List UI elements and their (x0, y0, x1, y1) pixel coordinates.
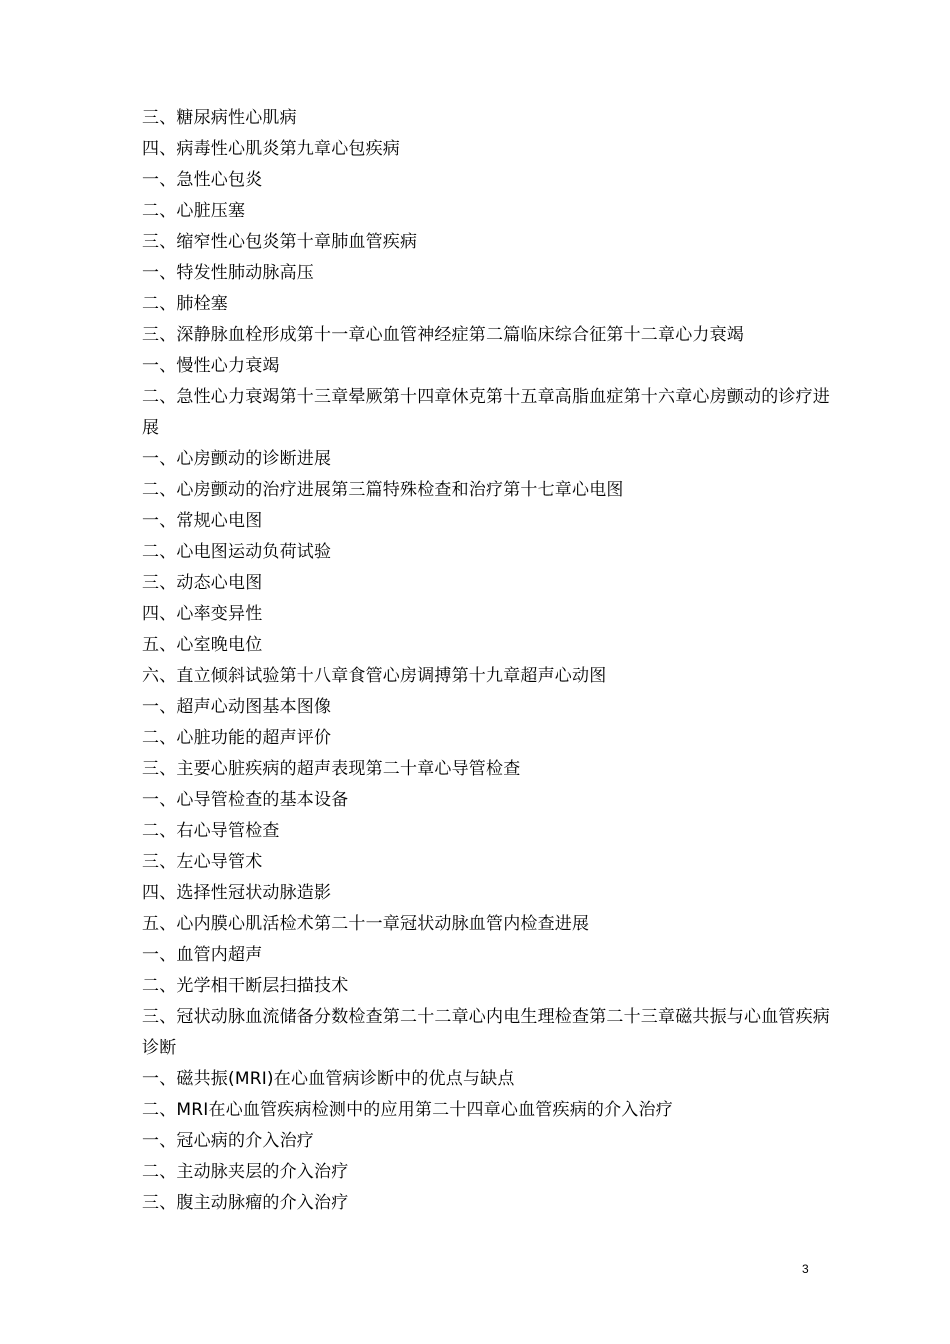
toc-line: 四、病毒性心肌炎第九章心包疾病 (142, 139, 400, 159)
toc-line: 一、急性心包炎 (142, 170, 263, 190)
toc-line: 二、MRI在心血管疾病检测中的应用第二十四章心血管疾病的介入治疗 (142, 1100, 673, 1120)
toc-line: 四、心率变异性 (142, 604, 263, 624)
toc-line: 二、主动脉夹层的介入治疗 (142, 1162, 349, 1182)
toc-line: 一、心导管检查的基本设备 (142, 790, 349, 810)
toc-line: 一、磁共振(MRI)在心血管病诊断中的优点与缺点 (142, 1069, 515, 1089)
toc-line: 二、心脏压塞 (142, 201, 246, 221)
toc-line: 一、冠心病的介入治疗 (142, 1131, 314, 1151)
toc-line: 二、心电图运动负荷试验 (142, 542, 332, 562)
toc-line: 四、选择性冠状动脉造影 (142, 883, 332, 903)
toc-line: 三、动态心电图 (142, 573, 263, 593)
page-number: 3 (802, 1262, 809, 1276)
toc-line: 二、心房颤动的治疗进展第三篇特殊检查和治疗第十七章心电图 (142, 480, 624, 500)
table-of-contents (142, 103, 832, 1219)
toc-line: 三、缩窄性心包炎第十章肺血管疾病 (142, 232, 418, 252)
toc-line: 三、糖尿病性心肌病 (142, 108, 297, 128)
toc-line: 一、常规心电图 (142, 511, 263, 531)
toc-line: 一、血管内超声 (142, 945, 263, 965)
toc-line: 二、心脏功能的超声评价 (142, 728, 332, 748)
toc-line: 三、深静脉血栓形成第十一章心血管神经症第二篇临床综合征第十二章心力衰竭 (142, 325, 744, 345)
toc-line: 三、腹主动脉瘤的介入治疗 (142, 1193, 349, 1213)
toc-line: 三、冠状动脉血流储备分数检查第二十二章心内电生理检查第二十三章磁共振与心血管疾病诊断 (142, 1007, 830, 1058)
toc-line: 五、心内膜心肌活检术第二十一章冠状动脉血管内检查进展 (142, 914, 590, 934)
toc-line: 六、直立倾斜试验第十八章食管心房调搏第十九章超声心动图 (142, 666, 607, 686)
toc-line: 二、右心导管检查 (142, 821, 280, 841)
toc-line: 五、心室晚电位 (142, 635, 263, 655)
toc-line: 二、肺栓塞 (142, 294, 228, 314)
toc-line: 三、左心导管术 (142, 852, 263, 872)
toc-line: 三、主要心脏疾病的超声表现第二十章心导管检查 (142, 759, 521, 779)
toc-line: 二、光学相干断层扫描技术 (142, 976, 349, 996)
toc-line: 一、心房颤动的诊断进展 (142, 449, 332, 469)
toc-line: 一、特发性肺动脉高压 (142, 263, 314, 283)
toc-line: 二、急性心力衰竭第十三章晕厥第十四章休克第十五章高脂血症第十六章心房颤动的诊疗进展 (142, 387, 830, 438)
toc-line: 一、超声心动图基本图像 (142, 697, 332, 717)
toc-line: 一、慢性心力衰竭 (142, 356, 280, 376)
